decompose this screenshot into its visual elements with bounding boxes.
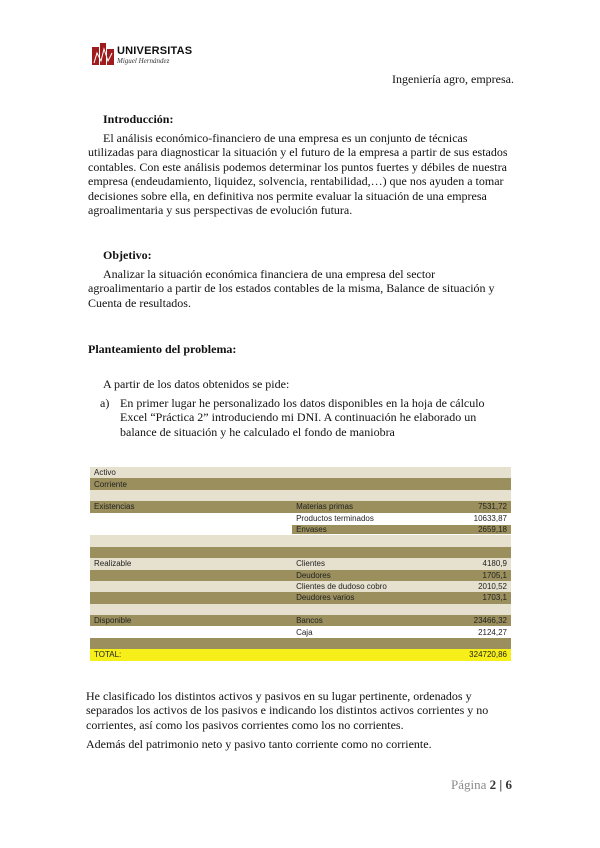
table-row (90, 604, 511, 615)
table-row (90, 513, 511, 524)
logo-subtitle: Miguel Hernández (117, 56, 170, 65)
table-cell: Deudores varios (296, 593, 355, 603)
table-row (90, 478, 511, 489)
table-row (90, 501, 511, 512)
table-cell: Productos terminados (296, 513, 374, 523)
table-cell: 23466,32 (473, 616, 507, 626)
table-cell: Clientes (296, 559, 325, 569)
table-cell: 10633,87 (473, 513, 507, 523)
table-cell: Caja (296, 627, 313, 637)
table-cell: Materias primas (296, 502, 353, 512)
table-row (90, 570, 511, 581)
table-row (90, 467, 511, 478)
intro-heading: Introducción: (103, 112, 174, 126)
table-row (90, 615, 511, 626)
problem-item-a (100, 396, 510, 439)
table-cell: Existencias (94, 502, 135, 512)
table-cell: 2010,52 (478, 582, 507, 592)
table-row (90, 547, 511, 558)
problem-lead: A partir de los datos obtenidos se pide: (103, 377, 290, 391)
page-number: 2 | 6 (489, 777, 512, 792)
table-cell: 7531,72 (478, 502, 507, 512)
problem-heading: Planteamiento del problema: (88, 342, 237, 356)
objective-text: Analizar la situación económica financiera de una empresa del sector agroalimentario a partir de los estados contables de la misma, Balance de situación y Cuenta de resultados. (88, 267, 495, 310)
table-row (90, 581, 511, 592)
table-row (90, 558, 511, 569)
equity-text: Además del patrimonio neto y pasivo tanto corriente como no corriente. (86, 737, 432, 751)
table-cell: Realizable (94, 559, 132, 569)
table-cell: Corriente (94, 479, 127, 489)
balance-table (90, 467, 511, 661)
classification-text: He clasificado los distintos activos y pasivos en su lugar pertinente, ordenados y separados los activos de los pasivos e indicando los distintos activos corrientes y no corrientes, así como los pasivos corrientes como los no corrientes. (86, 689, 489, 732)
table-row (90, 490, 511, 501)
table-cell: 1703,1 (482, 593, 507, 603)
table-cell: Deudores (296, 570, 331, 580)
university-logo (92, 42, 192, 68)
table-cell: 2659,18 (425, 525, 511, 534)
university-logo-icon (92, 43, 114, 67)
table-row (90, 638, 511, 649)
page-label: Página (450, 777, 487, 792)
page-footer (451, 777, 512, 793)
table-cell: 324720,86 (469, 650, 507, 660)
table-row (90, 535, 511, 546)
table-cell: TOTAL: (94, 650, 122, 660)
item-a-text: En primer lugar he personalizado los datos disponibles en la hoja de cálculo Excel “Práctica 2” introduciendo mi DNI. A continuación he elaborado un balance de situación y he calculado el fondo de maniobra (120, 396, 485, 439)
table-cell: 2124,27 (478, 627, 507, 637)
course-header: Ingeniería agro, empresa. (392, 72, 514, 86)
table-cell: 1705,1 (482, 570, 507, 580)
objective-heading: Objetivo: (103, 248, 152, 262)
table-cell: Activo (94, 468, 116, 478)
table-row (90, 649, 511, 660)
table-cell: 4180,9 (482, 559, 507, 569)
table-cell: Envases (292, 525, 425, 534)
intro-text: El análisis económico-financiero de una empresa es un conjunto de técnicas utilizadas para diagnosticar la situación y el futuro de la empresa a partir de sus estados contables. Con este análisis podemos determinar los puntos fuertes y débiles de nuestra empresa (endeudamiento, liquidez, solvencia, rentabilidad,…) que nos ayuden a tomar decisiones sobre ella, en definitiva nos permite evaluar la situación de una empresa agroalimentaria y sus perspectivas de evolución futura. (88, 131, 508, 218)
item-a-label: a) (100, 396, 110, 410)
table-cell: Disponible (94, 616, 132, 626)
table-row (90, 524, 511, 535)
table-cell: Clientes de dudoso cobro (296, 582, 387, 592)
logo-name: UNIVERSITAS (117, 44, 193, 57)
table-row (90, 592, 511, 603)
table-cell: Bancos (296, 616, 323, 626)
table-row (90, 626, 511, 637)
